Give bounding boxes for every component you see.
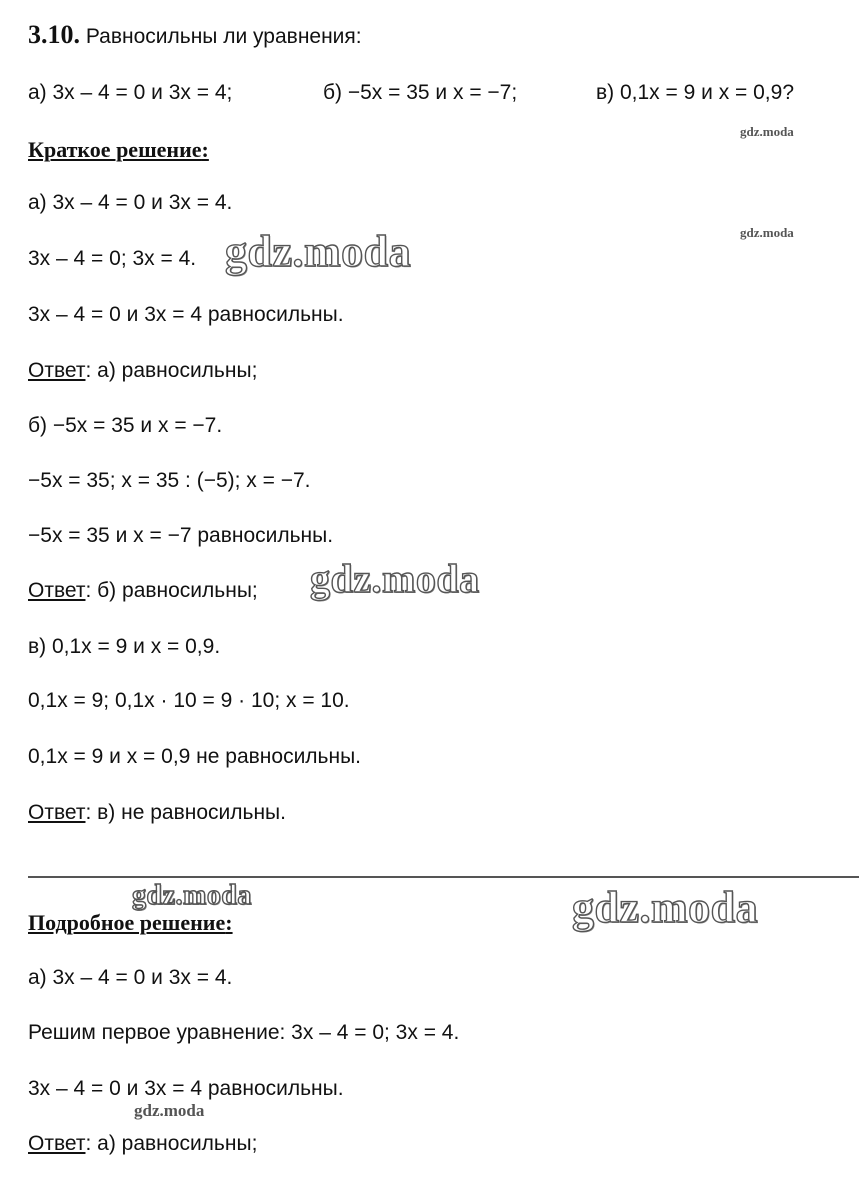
task-option-c: в) 0,1x = 9 и x = 0,9? <box>596 81 794 104</box>
answer-text: : в) не равносильны. <box>85 801 286 824</box>
short-c-line3: 0,1x = 9 и x = 0,9 не равносильны. <box>28 745 362 768</box>
short-c-answer <box>28 800 286 826</box>
short-a-line1: а) 3x – 4 = 0 и 3x = 4. <box>28 191 233 214</box>
task-question: Равносильны ли уравнения: <box>85 25 362 48</box>
watermark-large: gdz.moda <box>225 227 412 276</box>
section-divider <box>28 876 859 878</box>
answer-label: Ответ <box>28 359 86 382</box>
answer-label: Ответ <box>28 579 86 602</box>
short-a-answer <box>28 358 257 384</box>
answer-text: : а) равносильны; <box>85 1132 258 1155</box>
short-c-line2: 0,1x = 9; 0,1x · 10 = 9 · 10; x = 10. <box>28 689 350 712</box>
short-b-line3: −5x = 35 и x = −7 равносильны. <box>28 524 334 547</box>
watermark-small: gdz.moda <box>740 225 794 240</box>
short-c-line1: в) 0,1x = 9 и x = 0,9. <box>28 635 221 658</box>
watermark-small: gdz.moda <box>134 1101 205 1120</box>
task-title <box>28 22 362 50</box>
short-a-line3: 3x – 4 = 0 и 3x = 4 равносильны. <box>28 303 344 326</box>
task-option-b: б) −5x = 35 и x = −7; <box>323 81 518 104</box>
detailed-a-line3: 3x – 4 = 0 и 3x = 4 равносильны. <box>28 1077 344 1100</box>
detailed-solution-heading: Подробное решение: <box>28 910 233 935</box>
short-b-answer <box>28 578 258 604</box>
short-b-line2: −5x = 35; x = 35 : (−5); x = −7. <box>28 469 311 492</box>
watermark-large: gdz.moda <box>310 556 480 601</box>
short-b-line1: б) −5x = 35 и x = −7. <box>28 414 223 437</box>
answer-label: Ответ <box>28 1132 86 1155</box>
answer-text: : б) равносильны; <box>85 579 258 602</box>
detailed-a-line2: Решим первое уравнение: 3x – 4 = 0; 3x = 4. <box>28 1021 460 1044</box>
detailed-a-line1: а) 3x – 4 = 0 и 3x = 4. <box>28 966 233 989</box>
short-solution-heading: Краткое решение: <box>28 137 209 162</box>
short-heading-text: Краткое решение <box>28 137 202 162</box>
answer-text: : а) равносильны; <box>85 359 258 382</box>
detailed-heading-text: Подробное решение <box>28 910 226 935</box>
answer-label: Ответ <box>28 801 86 824</box>
task-option-a: а) 3x – 4 = 0 и 3x = 4; <box>28 81 233 104</box>
watermark-small: gdz.moda <box>740 124 794 139</box>
watermark-medium: gdz.moda <box>132 880 252 911</box>
task-number: 3.10. <box>28 20 80 49</box>
watermark-large: gdz.moda <box>572 883 759 932</box>
detailed-a-answer <box>28 1131 257 1157</box>
short-a-line2: 3x – 4 = 0; 3x = 4. <box>28 247 197 270</box>
